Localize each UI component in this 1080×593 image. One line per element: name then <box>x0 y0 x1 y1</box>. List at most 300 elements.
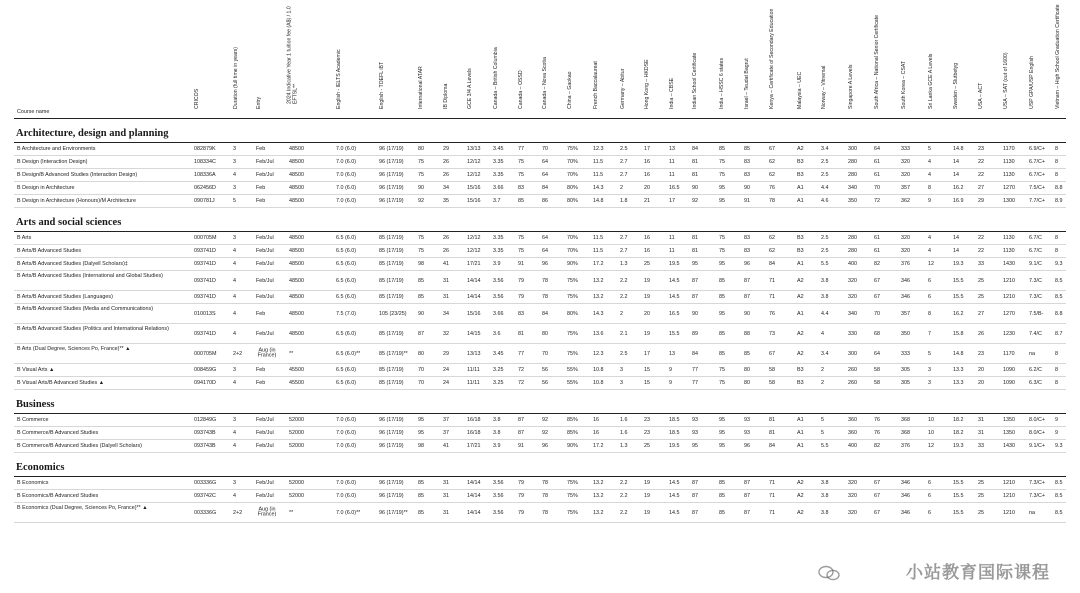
table-cell: 58 <box>769 367 775 373</box>
table-cell: 92 <box>692 198 698 204</box>
table-cell: 96 (17/19) <box>379 146 404 152</box>
column-header-label: Germany – Abitur <box>620 69 627 110</box>
table-cell: 48500 <box>289 330 304 337</box>
table-cell: 1.3 <box>620 261 628 267</box>
table-cell: 093743B <box>194 430 216 436</box>
table-cell: 6.7/C <box>1029 235 1042 241</box>
course-name-header: Course name <box>17 109 50 115</box>
table-cell: 7.0 (6.0) <box>336 146 357 152</box>
table-cell: 85 <box>418 480 424 486</box>
table-cell: Feb/Jul <box>256 294 274 300</box>
table-cell: 91 <box>518 443 524 449</box>
table-cell: 8 <box>928 185 931 191</box>
table-cell: 75 <box>719 380 725 386</box>
course-name: B Visual Arts/B Advanced Studies ▲ <box>17 380 105 386</box>
table-cell: 8.9 <box>1055 198 1063 204</box>
table-cell: 003336G <box>194 480 217 486</box>
table-cell: 9 <box>928 198 931 204</box>
table-cell: 83 <box>744 172 750 178</box>
table-cell: 062456D <box>194 185 216 191</box>
table-cell: 19 <box>644 480 650 486</box>
table-row <box>14 258 1066 271</box>
column-header-label: South Africa – National Senior Certificate <box>874 15 881 110</box>
table-cell: 3.9 <box>493 443 501 449</box>
table-cell: 75 <box>719 159 725 165</box>
section-title: Architecture, design and planning <box>14 125 1066 143</box>
course-name: B Design (Interaction Design) <box>17 159 88 165</box>
table-cell: B3 <box>797 235 804 241</box>
table-cell: 16 <box>593 430 599 436</box>
table-cell: 6.5 (6.0) <box>336 330 357 337</box>
table-cell: 7.0 (6.0) <box>336 185 357 191</box>
table-cell: 6.5 (6.0) <box>336 235 357 241</box>
table-cell: 35 <box>443 198 449 204</box>
column-header-label: Canada – OSSD <box>518 70 525 110</box>
table-cell: 4 <box>233 310 236 317</box>
table-cell: 76 <box>874 430 880 436</box>
table-cell: 14.8 <box>953 146 964 152</box>
table-cell: 346 <box>901 294 910 300</box>
table-cell: 14 <box>953 172 959 178</box>
table-cell: 48500 <box>289 294 304 300</box>
table-cell: 79 <box>518 277 524 284</box>
table-cell: 64 <box>542 172 548 178</box>
table-cell: 6.5 (6.0) <box>336 380 357 386</box>
table-cell: 11/11 <box>467 367 480 373</box>
table-cell: Feb <box>256 380 266 386</box>
table-cell: 75% <box>567 509 578 516</box>
table-cell: 75% <box>567 294 578 300</box>
table-cell: 22 <box>978 235 984 241</box>
table-cell: 4.4 <box>821 185 829 191</box>
table-cell: 88 <box>744 330 750 337</box>
table-cell: 70% <box>567 248 578 254</box>
column-header <box>900 3 910 115</box>
table-cell: 362 <box>901 198 910 204</box>
table-cell: 280 <box>848 172 857 178</box>
table-cell: 305 <box>901 380 910 386</box>
table-cell: 61 <box>874 172 880 178</box>
course-name: B Economics <box>17 480 49 486</box>
table-cell: 85 (17/19) <box>379 294 404 300</box>
table-cell: 85 <box>518 198 524 204</box>
table-cell: 14/14 <box>467 493 481 499</box>
table-cell: 85 (17/19) <box>379 330 404 337</box>
table-cell: 368 <box>901 417 910 423</box>
table-cell: 9.1/C+ <box>1029 443 1046 449</box>
column-header-label: Singapore A Levels <box>848 64 855 110</box>
table-cell: 2.2 <box>620 294 628 300</box>
table-cell: 4 <box>233 261 236 267</box>
table-cell: 84 <box>692 350 698 357</box>
course-name: B Visual Arts ▲ <box>17 367 55 373</box>
table-cell: 093743B <box>194 443 216 449</box>
table-cell: 26 <box>978 330 984 337</box>
table-cell: 15.5 <box>669 330 680 337</box>
table-cell: 12.3 <box>593 350 604 357</box>
table-cell: 13.2 <box>593 480 604 486</box>
table-cell: 9.3 <box>1055 443 1063 449</box>
table-cell: Feb/Jul <box>256 443 274 449</box>
table-cell: 45500 <box>289 380 304 386</box>
table-cell: B3 <box>797 159 804 165</box>
table-cell: B3 <box>797 172 804 178</box>
table-cell: 48500 <box>289 235 304 241</box>
table-cell: 8.5 <box>1055 480 1063 486</box>
table-cell: 16.5 <box>669 185 680 191</box>
table-cell: 3.8 <box>821 277 829 284</box>
table-cell: 2+2 <box>233 509 243 516</box>
table-cell: na <box>1029 350 1035 357</box>
table-cell: 2.7 <box>620 248 628 254</box>
table-cell: A2 <box>797 294 804 300</box>
course-name: B Arts <box>17 235 32 241</box>
table-cell: 16.2 <box>953 310 964 317</box>
table-cell: 6 <box>928 294 931 300</box>
table-cell: 360 <box>848 417 857 423</box>
table-cell: 320 <box>848 509 857 516</box>
table-cell: 11/11 <box>467 380 480 386</box>
table-cell: 3.35 <box>493 172 504 178</box>
table-cell: 1270 <box>1003 185 1015 191</box>
table-cell: 1.6 <box>620 417 628 423</box>
table-cell: 87 <box>744 509 750 516</box>
table-cell: 85 <box>744 350 750 357</box>
column-header <box>335 3 345 115</box>
table-cell: 376 <box>901 261 910 267</box>
table-cell: 72 <box>874 198 880 204</box>
table-cell: 67 <box>874 493 880 499</box>
table-cell: 300 <box>848 146 857 152</box>
column-header <box>768 3 778 115</box>
column-header <box>796 3 806 115</box>
table-cell: 78 <box>542 480 548 486</box>
table-cell: 71 <box>769 493 775 499</box>
table-cell: 87 <box>744 294 750 300</box>
table-cell: 96 (17/19) <box>379 159 404 165</box>
table-cell: 3 <box>233 185 236 191</box>
course-name: B Arts/B Advanced Studies (International and Global Studies) <box>17 273 163 279</box>
table-cell: 96 (17/19) <box>379 417 404 423</box>
table-cell: 48500 <box>289 261 304 267</box>
table-row <box>14 304 1066 324</box>
table-cell: A1 <box>797 417 804 423</box>
table-cell: 1210 <box>1003 509 1015 516</box>
table-cell: 4 <box>233 330 236 337</box>
table-cell: 10.8 <box>593 380 604 386</box>
table-cell: 2.2 <box>620 493 628 499</box>
table-cell: 23 <box>978 350 984 357</box>
table-row <box>14 324 1066 344</box>
table-cell: 93 <box>744 430 750 436</box>
table-cell: 3 <box>233 159 236 165</box>
table-cell: 73 <box>769 330 775 337</box>
table-cell: 52000 <box>289 493 304 499</box>
table-cell: 3 <box>620 367 623 373</box>
table-cell: 4 <box>233 248 236 254</box>
table-cell: 61 <box>874 235 880 241</box>
table-cell: 22 <box>978 172 984 178</box>
column-header-label: Malaysia – UEC <box>797 72 804 110</box>
table-cell: 77 <box>518 350 524 357</box>
table-cell: 85 (17/19) <box>379 367 404 373</box>
table-cell: 17/21 <box>467 261 481 267</box>
table-cell: 9 <box>1055 430 1058 436</box>
table-cell: 5 <box>928 146 931 152</box>
table-cell: 7.0 (6.0) <box>336 493 357 499</box>
column-header <box>820 3 830 115</box>
table-cell: 1090 <box>1003 380 1015 386</box>
table-cell: 1210 <box>1003 493 1015 499</box>
table-cell: 31 <box>443 509 449 516</box>
table-cell: 55% <box>567 380 578 386</box>
table-cell: Feb/Jul <box>256 261 274 267</box>
table-cell: 17 <box>644 350 650 357</box>
table-cell: 55% <box>567 367 578 373</box>
table-cell: 16/18 <box>467 417 481 423</box>
table-row <box>14 477 1066 490</box>
table-cell: 90 <box>744 185 750 191</box>
table-row <box>14 377 1066 390</box>
column-header <box>592 3 602 115</box>
course-name: B Arts/B Advanced Studies (Media and Communications) <box>17 306 154 312</box>
table-cell: 3.9 <box>493 261 501 267</box>
table-cell: 1090 <box>1003 367 1015 373</box>
table-cell: 11.5 <box>593 159 604 165</box>
column-header-label: India – CBSE <box>669 78 676 110</box>
table-cell: 000705M <box>194 350 217 357</box>
table-cell: 13.2 <box>593 277 604 284</box>
table-cell: 346 <box>901 480 910 486</box>
course-name: B Commerce/B Advanced Studies (Dalyell Scholars) <box>17 443 142 449</box>
table-cell: 75% <box>567 146 578 152</box>
table-cell: 77 <box>692 380 698 386</box>
table-cell: 91 <box>518 261 524 267</box>
column-header <box>232 3 242 115</box>
table-cell: 77 <box>692 367 698 373</box>
course-name: B Commerce/B Advanced Studies <box>17 430 99 436</box>
table-cell: 2.7 <box>620 159 628 165</box>
table-cell: 094170D <box>194 380 216 386</box>
section-title: Economics <box>14 459 1066 477</box>
table-row <box>14 169 1066 182</box>
section-title: Arts and social sciences <box>14 214 1066 232</box>
table-cell: 83 <box>518 310 524 317</box>
table-cell: 14.8 <box>593 198 604 204</box>
table-cell: 3 <box>233 235 236 241</box>
table-cell: 7.0 (6.0) <box>336 430 357 436</box>
table-cell: 85 <box>719 509 725 516</box>
table-cell: 093741D <box>194 294 216 300</box>
table-cell: 1430 <box>1003 443 1015 449</box>
column-header-label: Indian School Certificate <box>692 53 699 110</box>
table-cell: 96 (17/19) <box>379 443 404 449</box>
column-header <box>566 3 576 115</box>
table-cell: 95 <box>719 198 725 204</box>
table-cell: 25 <box>644 443 650 449</box>
table-cell: Feb <box>256 198 266 204</box>
table-cell: 9 <box>669 380 672 386</box>
table-cell: 93 <box>744 417 750 423</box>
table-cell: 19.5 <box>669 443 680 449</box>
table-cell: 75 <box>518 172 524 178</box>
table-row <box>14 414 1066 427</box>
table-cell: 17 <box>644 146 650 152</box>
table-cell: 6 <box>928 277 931 284</box>
table-cell: 96 (17/19) <box>379 172 404 178</box>
table-cell: 7.0 (6.0) <box>336 159 357 165</box>
table-cell: 85 <box>719 294 725 300</box>
table-cell: 093741D <box>194 277 216 284</box>
table-cell: 52000 <box>289 417 304 423</box>
table-row <box>14 440 1066 453</box>
table-cell: 90 <box>692 310 698 317</box>
table-cell: 7.0 (6.0) <box>336 443 357 449</box>
table-cell: 82 <box>874 261 880 267</box>
table-cell: 320 <box>901 248 910 254</box>
table-row <box>14 182 1066 195</box>
table-cell: 2.5 <box>821 235 829 241</box>
table-cell: 8.8 <box>1055 310 1063 317</box>
table-cell: 2.5 <box>620 350 628 357</box>
table-cell: 14.5 <box>669 294 680 300</box>
table-cell: 75% <box>567 480 578 486</box>
table-cell: 25 <box>978 277 984 284</box>
course-name: B Arts/B Advanced Studies (Dalyell Scholars)‡ <box>17 261 128 267</box>
table-cell: 95 <box>719 417 725 423</box>
table-cell: 14/14 <box>467 277 481 284</box>
column-header-label: Hong Kong – HKDSE <box>644 59 651 110</box>
table-cell: 8 <box>1055 367 1058 373</box>
table-cell: 10.8 <box>593 367 604 373</box>
table-cell: 8.0/C+ <box>1029 430 1046 436</box>
table-cell: 9 <box>1055 417 1058 423</box>
table-cell: 4 <box>233 493 236 499</box>
table-cell: 2.5 <box>821 172 829 178</box>
table-cell: 96 (17/19) <box>379 198 404 204</box>
table-cell: 6 <box>928 509 931 516</box>
table-cell: 7.4/C <box>1029 330 1042 337</box>
column-header-label: India – HSSC 6 states <box>719 58 726 110</box>
table-cell: 96 <box>542 443 548 449</box>
table-cell: 95 <box>719 443 725 449</box>
table-row <box>14 344 1066 364</box>
course-name: B Arts (Dual Degree, Sciences Po, France)** ▲ <box>17 346 131 352</box>
table-cell: 31 <box>443 493 449 499</box>
table-cell: 19 <box>644 330 650 337</box>
table-cell: 85 <box>418 277 424 284</box>
table-cell: A1 <box>797 198 804 204</box>
table-cell: 16 <box>644 235 650 241</box>
table-cell: 80 <box>542 330 548 337</box>
table-cell: 78 <box>542 277 548 284</box>
column-header <box>1028 3 1038 115</box>
table-cell: 105 (23/25) <box>379 310 407 317</box>
table-cell: 320 <box>848 493 857 499</box>
table-cell: 75% <box>567 277 578 284</box>
table-cell: Feb/Jul <box>256 430 274 436</box>
table-cell: 78 <box>542 294 548 300</box>
column-header <box>718 3 728 115</box>
table-cell: 5 <box>928 350 931 357</box>
column-header-label: English - TOEFL iBT <box>379 62 386 110</box>
table-cell: 11.5 <box>593 235 604 241</box>
table-cell: 19 <box>644 277 650 284</box>
table-cell: 4 <box>233 294 236 300</box>
table-cell: 14.5 <box>669 509 680 516</box>
table-cell: 70 <box>874 310 880 317</box>
column-header-label: International ATAR <box>418 66 425 110</box>
table-cell: 25 <box>978 493 984 499</box>
table-cell: 3.56 <box>493 480 504 486</box>
table-cell: 17.2 <box>593 261 604 267</box>
course-name: B Economics (Dual Degree, Sciences Po, France)** ▲ <box>17 505 148 511</box>
table-cell: Feb/Jul <box>256 172 274 178</box>
table-cell: 7.5/B- <box>1029 310 1044 317</box>
table-cell: 92 <box>542 430 548 436</box>
table-cell: Aug (in France) <box>257 505 277 518</box>
table-cell: A2 <box>797 330 804 337</box>
table-cell: 3.56 <box>493 493 504 499</box>
table-cell: 11 <box>669 235 675 241</box>
table-cell: 333 <box>901 350 910 357</box>
table-cell: 84 <box>769 443 775 449</box>
table-cell: 79 <box>518 294 524 300</box>
table-cell: 90 <box>418 185 424 191</box>
table-cell: 6 <box>928 493 931 499</box>
table-cell: 45500 <box>289 367 304 373</box>
table-cell: 280 <box>848 248 857 254</box>
table-cell: 32 <box>443 330 449 337</box>
table-cell: 2 <box>620 185 623 191</box>
table-cell: 7.5/C+ <box>1029 185 1046 191</box>
table-cell: 5 <box>233 198 236 204</box>
table-cell: 3.56 <box>493 277 504 284</box>
table-cell: 2+2 <box>233 350 243 357</box>
column-header <box>466 3 476 115</box>
table-cell: 64 <box>542 248 548 254</box>
table-cell: 83 <box>744 235 750 241</box>
table-cell: 22 <box>978 248 984 254</box>
table-cell: 76 <box>874 417 880 423</box>
table-cell: 17 <box>669 198 675 204</box>
table-cell: 58 <box>769 380 775 386</box>
table-cell: 15 <box>644 380 650 386</box>
table-cell: 13 <box>669 350 675 357</box>
table-cell: 300 <box>848 350 857 357</box>
table-cell: 25 <box>644 261 650 267</box>
table-cell: 70% <box>567 159 578 165</box>
table-cell: 75% <box>567 493 578 499</box>
table-cell: 70 <box>874 185 880 191</box>
column-header <box>952 3 962 115</box>
table-cell: 8 <box>1055 350 1058 357</box>
table-cell: 96 (17/19)** <box>379 509 408 516</box>
table-cell: 48500 <box>289 248 304 254</box>
table-cell: 31 <box>978 430 984 436</box>
table-cell: 78 <box>769 198 775 204</box>
table-cell: Feb/Jul <box>256 159 274 165</box>
table-cell: 85 (17/19) <box>379 261 404 267</box>
table-cell: 2.1 <box>620 330 628 337</box>
table-cell: 37 <box>443 430 449 436</box>
table-cell: 34 <box>443 185 449 191</box>
table-cell: 010013S <box>194 310 216 317</box>
table-cell: 305 <box>901 367 910 373</box>
table-cell: 11 <box>669 172 675 178</box>
table-cell: 96 (17/19) <box>379 185 404 191</box>
table-cell: 15/16 <box>467 185 481 191</box>
